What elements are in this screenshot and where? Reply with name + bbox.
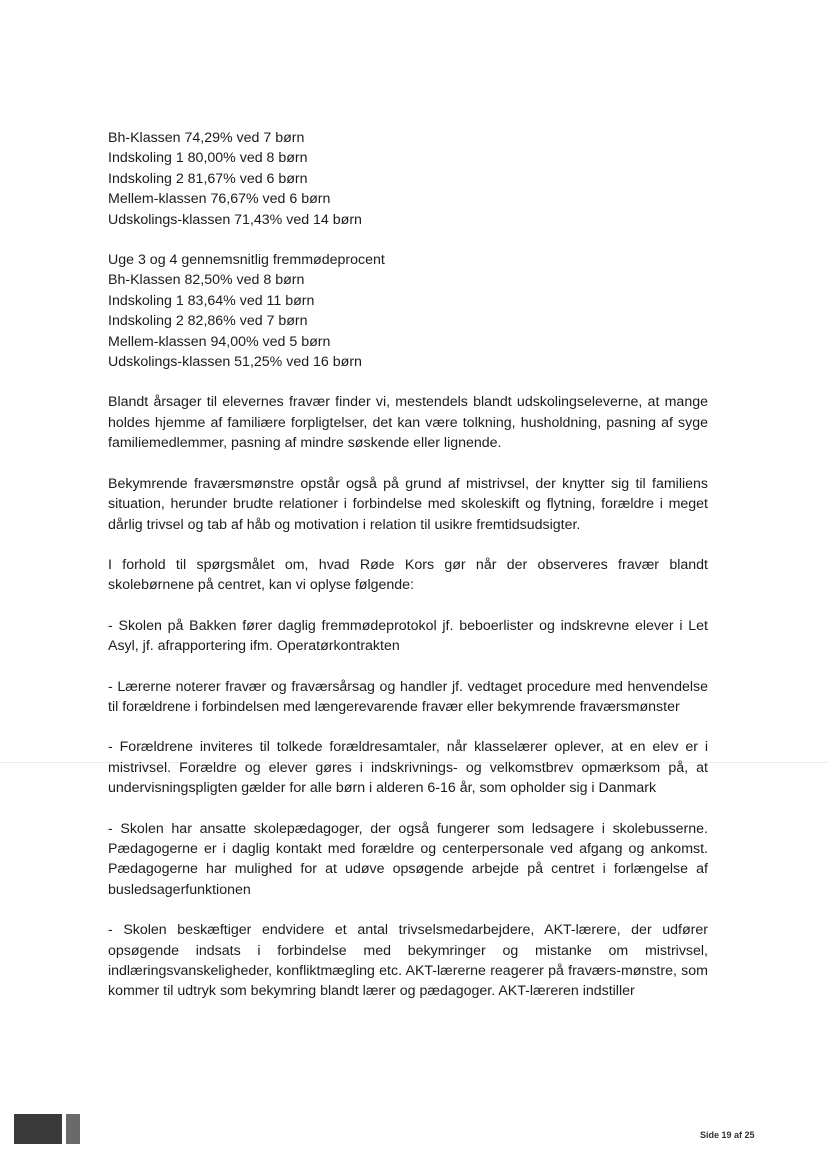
- paragraph: - Lærerne noterer fravær og fraværsårsag og handler jf. vedtaget procedure med henvendelse til forældrene i forbindelsen med længerevarende fravær eller bekymrende fraværsmønster: [108, 678, 708, 715]
- paragraph: - Skolen har ansatte skolepædagoger, der også fungerer som ledsagere i skolebusserne. Pædagogerne er i daglig kontakt med forældre og centerpersonale ved afgang og ankomst. Pædagogerne har mulighed for at udøve opsøgende arbejde på centret i forlængelse af busledsagerfunktionen: [108, 820, 708, 898]
- paragraph: I forhold til spørgsmålet om, hvad Røde Kors gør når der observeres fravær blandt skolebørnene på centret, kan vi oplyse følgende:: [108, 556, 708, 594]
- list-item: Indskoling 2 82,86% ved 7 børn: [108, 313, 308, 330]
- logo-bar: [66, 1114, 80, 1144]
- paragraph: - Forældrene inviteres til tolkede forældresamtaler, når klasselærer oplever, at en elev er i mistrivsel. Forældre og elever gøres i indskrivnings- og velkomstbrev opmærksom på, at undervisningspligten gælder for alle børn i alderen 6-16 år, som opholder sig i Danmark: [108, 739, 708, 797]
- page-body: [108, 128, 708, 1022]
- list-item: Mellem-klassen 76,67% ved 6 børn: [108, 191, 331, 208]
- list-item: Udskolings-klassen 71,43% ved 14 børn: [108, 211, 362, 228]
- list-heading: Uge 3 og 4 gennemsnitlig fremmødeprocent: [108, 252, 385, 269]
- list-item: Udskolings-klassen 51,25% ved 16 børn: [108, 354, 362, 371]
- list-item: Mellem-klassen 94,00% ved 5 børn: [108, 333, 331, 350]
- list-item: Bh-Klassen 82,50% ved 8 børn: [108, 272, 305, 289]
- list-item: Indskoling 2 81,67% ved 6 børn: [108, 170, 308, 187]
- paragraph: - Skolen beskæftiger endvidere et antal trivselsmedarbejdere, AKT-lærere, der udfører opsøgende indsats i forbindelse med bekymringer og mistanke om mistrivsel, indlæringsvanskeligheder, konfliktmægling etc. AKT-lærerne reagerer på fraværs-mønstre, som kommer til udtryk som bekymring blandt lærer og pædagoger. AKT-læreren indstiller: [108, 922, 708, 1000]
- paragraph: - Skolen på Bakken fører daglig fremmødeprotokol jf. beboerlister og indskrevne elever i Let Asyl, jf. afrapportering ifm. Operatørkontrakten: [108, 617, 708, 655]
- attendance-list-2: [108, 250, 708, 372]
- paragraph: Blandt årsager til elevernes fravær finder vi, mestendels blandt udskolingseleverne, at mange holdes hjemme af familiære forpligtelser, det kan være tolkning, husholdning, pasning af syge familiemedlemmer, pasning af mindre søskende eller lignende.: [108, 394, 708, 452]
- paragraph: Bekymrende fraværsmønstre opstår også på grund af mistrivsel, der knytter sig til familiens situation, herunder brudte relationer i forbindelse med skoleskift og flytning, forældre i meget dårlig trivsel og tab af håb og motivation i relation til usikre fremtidsudsigter.: [108, 475, 708, 533]
- list-item: Bh-Klassen 74,29% ved 7 børn: [108, 130, 305, 146]
- page-number: Side 19 af 25: [700, 1130, 755, 1140]
- list-item: Indskoling 1 80,00% ved 8 børn: [108, 150, 308, 167]
- attendance-list-1: [108, 128, 708, 230]
- list-item: Indskoling 1 83,64% ved 11 børn: [108, 292, 315, 309]
- logo-block: [14, 1114, 62, 1144]
